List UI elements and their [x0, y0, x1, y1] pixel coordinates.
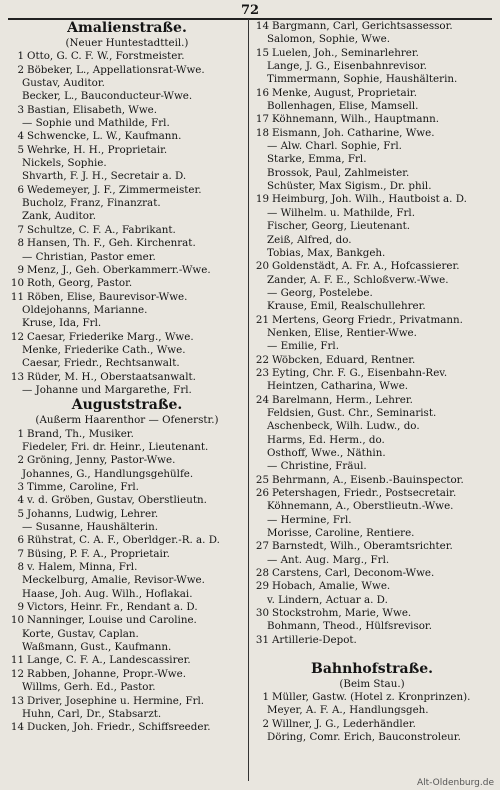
resident-line: — Hermine, Frl.	[267, 513, 352, 526]
resident-text: Schwencke, L. W., Kaufmann.	[27, 130, 182, 143]
resident-text: Artillerie-Depot.	[272, 633, 357, 646]
house-entry	[8, 454, 246, 467]
spacer-line	[253, 647, 491, 660]
house-number: 4	[17, 130, 24, 143]
resident-line: Krause, Emil, Realschullehrer.	[267, 300, 426, 313]
street-subheading: (Außerm Haarenthor — Ofenerstr.)	[35, 414, 219, 427]
house-entry	[8, 130, 246, 143]
house-entry	[253, 314, 491, 327]
resident-text: Brand, Th., Musiker.	[27, 427, 134, 440]
house-entry	[8, 224, 246, 237]
resident-line: Fiedeler, Fri. dr. Heinr., Lieutenant.	[22, 440, 209, 453]
house-number: 7	[17, 223, 24, 236]
resident-line: Bohmann, Theod., Hülfsrevisor.	[267, 620, 432, 633]
house-entry	[8, 184, 246, 197]
resident-text: Stockstrohm, Marie, Wwe.	[272, 607, 412, 620]
house-entry	[8, 548, 246, 561]
resident-text: Müller, Gastw. (Hotel z. Kronprinzen).	[272, 690, 471, 703]
resident-line: Waßmann, Gust., Kaufmann.	[22, 641, 172, 654]
house-entry	[253, 394, 491, 407]
house-number: 24	[255, 393, 269, 406]
house-number: 31	[255, 633, 269, 646]
resident-line: Osthoff, Wwe., Näthin.	[267, 447, 386, 459]
resident-text: Köhnemann, Wilh., Hauptmann.	[272, 113, 440, 126]
resident-line: Köhnemann, A., Oberstlieutn.-Wwe.	[267, 500, 454, 513]
resident-line: Lange, J. G., Eisenbahnrevisor.	[267, 60, 427, 73]
house-entry	[253, 718, 491, 731]
house-entry	[8, 481, 246, 494]
resident-line: — Ant. Aug. Marg., Frl.	[267, 553, 390, 566]
resident-text: Ducken, Joh. Friedr., Schiffsreeder.	[27, 721, 211, 734]
house-number: 3	[17, 481, 24, 493]
house-number: 9	[17, 263, 24, 276]
house-number: 10	[10, 614, 24, 627]
resident-line: — Christine, Fräul.	[267, 460, 367, 473]
resident-text: Büsing, P. F. A., Proprietair.	[27, 547, 170, 560]
resident-line: Morisse, Caroline, Rentiere.	[267, 527, 415, 540]
resident-line: — Susanne, Haushälterin.	[22, 521, 159, 534]
house-entry	[8, 50, 246, 63]
house-number: 5	[17, 507, 24, 520]
resident-text: Wedemeyer, J. F., Zimmermeister.	[27, 183, 202, 196]
resident-line: Oldejohanns, Marianne.	[22, 303, 148, 316]
house-number: 2	[262, 717, 269, 730]
resident-text: Wöbcken, Eduard, Rentner.	[272, 353, 416, 366]
resident-line: — Alw. Charl. Sophie, Frl.	[267, 140, 402, 153]
house-entry	[8, 695, 246, 708]
house-number: 15	[255, 46, 269, 59]
house-entry	[8, 264, 246, 277]
house-entry	[8, 331, 246, 344]
resident-text: Barnstedt, Wilh., Oberamtsrichter.	[272, 540, 453, 553]
house-number: 12	[10, 330, 24, 343]
house-entry	[253, 540, 491, 553]
resident-text: Carstens, Carl, Deconom-Wwe.	[272, 567, 435, 580]
resident-text: Menz, J., Geh. Oberkammerr.-Wwe.	[27, 263, 211, 276]
house-number: 10	[10, 277, 24, 290]
resident-text: Eyting, Chr. F. G., Eisenbahn-Rev.	[272, 366, 448, 379]
resident-text: v. Halem, Minna, Frl.	[27, 561, 138, 574]
house-number: 30	[255, 607, 269, 620]
house-number: 11	[10, 290, 24, 303]
resident-line: — Wilhelm. u. Mathilde, Frl.	[267, 206, 415, 219]
house-number: 26	[255, 487, 269, 500]
street-heading: Auguststraße.	[71, 397, 183, 414]
resident-text: Behrmann, A., Eisenb.-Bauinspector.	[272, 473, 464, 486]
resident-line: Zank, Auditor.	[22, 210, 97, 223]
resident-text: Lange, C. F. A., Landescassirer.	[27, 654, 191, 667]
resident-line: Starke, Emma, Frl.	[267, 153, 367, 166]
house-number: 27	[255, 540, 269, 553]
resident-line: Meckelburg, Amalie, Revisor-Wwe.	[22, 574, 205, 587]
resident-text: Victors, Heinr. Fr., Rendant a. D.	[27, 601, 198, 614]
house-number: 9	[17, 601, 24, 614]
resident-line: — Georg, Postelebe.	[267, 286, 373, 299]
house-entry	[8, 428, 246, 441]
house-entry	[8, 371, 246, 384]
resident-line: — Emilie, Frl.	[267, 340, 340, 353]
house-entry	[253, 87, 491, 100]
house-number: 14	[10, 721, 24, 734]
resident-text: Bargmann, Carl, Gerichtsassessor.	[272, 20, 453, 32]
resident-line: Nickels, Sophie.	[22, 157, 107, 170]
right-column	[253, 20, 491, 744]
street-subheading: (Beim Stau.)	[339, 677, 405, 690]
resident-line: Aschenbeck, Wilh. Ludw., do.	[267, 420, 420, 433]
house-number: 14	[255, 20, 269, 32]
house-number: 8	[17, 237, 24, 250]
house-number: 22	[255, 353, 269, 366]
house-entry	[253, 567, 491, 580]
resident-text: Hansen, Th. F., Geh. Kirchenrat.	[27, 237, 196, 250]
house-number: 13	[10, 694, 24, 707]
house-entry	[8, 721, 246, 734]
resident-line: Kruse, Ida, Frl.	[22, 317, 102, 330]
house-entry	[253, 634, 491, 647]
resident-line: Haase, Joh. Aug. Wilh., Hoflakai.	[22, 587, 193, 600]
house-number: 7	[17, 547, 24, 560]
house-entry	[8, 561, 246, 574]
house-entry	[8, 277, 246, 290]
resident-text: Timme, Caroline, Frl.	[27, 481, 139, 493]
resident-text: Bastian, Elisabeth, Wwe.	[27, 103, 158, 116]
house-number: 16	[255, 86, 269, 99]
resident-line: Caesar, Friedr., Rechtsanwalt.	[22, 357, 180, 370]
resident-text: Goldenstädt, A. Fr. A., Hofcassierer.	[272, 260, 460, 273]
house-number: 17	[255, 113, 269, 126]
house-number: 5	[17, 143, 24, 156]
house-number: 1	[262, 690, 269, 703]
house-entry	[253, 367, 491, 380]
resident-line: — Johanne und Margarethe, Frl.	[22, 383, 192, 396]
resident-text: Eismann, Joh. Catharine, Wwe.	[272, 126, 435, 139]
resident-text: Johanns, Ludwig, Lehrer.	[27, 507, 159, 520]
column-divider	[248, 19, 249, 781]
house-entry	[8, 64, 246, 77]
resident-line: Shvarth, F. J. H., Secretair a. D.	[22, 170, 187, 183]
house-entry	[8, 104, 246, 117]
resident-text: Driver, Josephine u. Hermine, Frl.	[27, 694, 205, 707]
house-entry	[253, 113, 491, 126]
house-number: 21	[255, 313, 269, 326]
resident-text: Barelmann, Herm., Lehrer.	[272, 393, 413, 406]
house-number: 19	[255, 193, 269, 206]
resident-text: Schultze, C. F. A., Fabrikant.	[27, 223, 176, 236]
resident-line: Menke, Friederike Cath., Wwe.	[22, 343, 186, 356]
house-entry	[8, 654, 246, 667]
house-number: 13	[10, 370, 24, 383]
house-entry	[253, 127, 491, 140]
resident-line: Zeiß, Alfred, do.	[267, 233, 352, 246]
house-entry	[253, 607, 491, 620]
resident-text: Nanninger, Louise und Caroline.	[27, 614, 197, 627]
resident-text: Rabben, Johanne, Propr.-Wwe.	[27, 667, 186, 680]
house-number: 12	[10, 667, 24, 680]
house-entry	[253, 260, 491, 273]
house-entry	[8, 534, 246, 547]
resident-line: Harms, Ed. Herm., do.	[267, 433, 385, 446]
house-entry	[253, 193, 491, 206]
house-entry	[253, 20, 491, 33]
house-number: 6	[17, 183, 24, 196]
resident-line: Willms, Gerh. Ed., Pastor.	[22, 681, 156, 694]
resident-line: Zander, A. F. E., Schloßverw.-Wwe.	[267, 273, 449, 286]
house-number: 28	[255, 567, 269, 580]
house-number: 3	[17, 103, 24, 116]
resident-line: — Sophie und Mathilde, Frl.	[22, 117, 170, 130]
resident-text: Rüder, M. H., Oberstaatsanwalt.	[27, 370, 196, 383]
house-entry	[253, 487, 491, 500]
house-entry	[253, 47, 491, 60]
resident-text: Röben, Elise, Baurevisor-Wwe.	[27, 290, 188, 303]
resident-text: Heimburg, Joh. Wilh., Hautboist a. D.	[272, 193, 467, 206]
resident-line: Brossok, Paul, Zahlmeister.	[267, 166, 410, 179]
house-entry	[253, 354, 491, 367]
house-number: 4	[17, 494, 24, 507]
house-number: 1	[17, 50, 24, 63]
resident-line: v. Lindern, Actuar a. D.	[267, 593, 388, 606]
street-subheading: (Neuer Huntestadtteil.)	[65, 37, 189, 49]
resident-line: Döring, Comr. Erich, Bauconstroleur.	[267, 730, 461, 743]
resident-line: Meyer, A. F. A., Handlungsgeh.	[267, 704, 429, 717]
resident-line: Feldsien, Gust. Chr., Seminarist.	[267, 406, 437, 419]
resident-line: Fischer, Georg, Lieutenant.	[267, 220, 411, 233]
street-heading: Amalienstraße.	[67, 20, 187, 36]
resident-text: v. d. Gröben, Gustav, Oberstlieutn.	[27, 494, 207, 507]
house-number: 25	[255, 473, 269, 486]
house-number: 2	[17, 63, 24, 76]
resident-line: — Christian, Pastor emer.	[22, 250, 156, 263]
house-entry	[8, 668, 246, 681]
house-number: 18	[255, 126, 269, 139]
house-entry	[8, 508, 246, 521]
resident-line: Schüster, Max Sigism., Dr. phil.	[267, 180, 432, 193]
house-number: 2	[17, 454, 24, 467]
resident-text: Otto, G. C. F. W., Forstmeister.	[27, 50, 185, 63]
house-entry	[8, 237, 246, 250]
resident-text: Gröning, Jenny, Pastor-Wwe.	[27, 454, 176, 467]
resident-text: Hobach, Amalie, Wwe.	[272, 580, 391, 593]
resident-line: Nenken, Elise, Rentier-Wwe.	[267, 326, 417, 339]
resident-text: Rühstrat, C. A. F., Oberldger.-R. a. D.	[27, 534, 220, 547]
resident-text: Caesar, Friederike Marg., Wwe.	[27, 330, 194, 343]
street-heading: Bahnhofstraße.	[310, 660, 433, 677]
resident-line: Salomon, Sophie, Wwe.	[267, 33, 390, 46]
resident-text: Luelen, Joh., Seminarlehrer.	[272, 46, 419, 59]
resident-text: Willner, J. G., Lederhändler.	[272, 717, 416, 730]
resident-line: Korte, Gustav, Caplan.	[22, 627, 139, 640]
resident-text: Böbeker, L., Appellationsrat-Wwe.	[27, 63, 205, 76]
resident-text: Wehrke, H. H., Proprietair.	[27, 143, 168, 156]
house-number: 23	[255, 366, 269, 379]
resident-line: Bucholz, Franz, Finanzrat.	[22, 197, 161, 210]
house-number: 11	[10, 654, 24, 667]
house-entry	[8, 291, 246, 304]
resident-line: Gustav, Auditor.	[22, 77, 105, 90]
resident-line: Johannes, G., Handlungsgehülfe.	[22, 467, 194, 480]
resident-line: Bollenhagen, Elise, Mamsell.	[267, 100, 419, 113]
house-number: 20	[255, 260, 269, 273]
resident-line: Timmermann, Sophie, Haushälterin.	[267, 73, 458, 86]
house-number: 1	[17, 427, 24, 440]
house-number: 8	[17, 561, 24, 574]
resident-line: Tobias, Max, Bankgeh.	[267, 246, 386, 259]
resident-text: Mertens, Georg Friedr., Privatmann.	[272, 313, 463, 326]
house-entry	[8, 494, 246, 507]
resident-line: Huhn, Carl, Dr., Stabsarzt.	[22, 707, 162, 720]
left-column	[8, 20, 246, 735]
resident-text: Roth, Georg, Pastor.	[27, 277, 133, 290]
house-entry	[253, 474, 491, 487]
house-entry	[253, 691, 491, 704]
house-number: 29	[255, 580, 269, 593]
resident-line: Heintzen, Catharina, Wwe.	[267, 380, 409, 393]
house-entry	[8, 614, 246, 627]
resident-line: Becker, L., Bauconducteur-Wwe.	[22, 90, 193, 103]
page-number: 72	[240, 3, 260, 18]
house-number: 6	[17, 534, 24, 547]
resident-text: Menke, August, Proprietair.	[272, 86, 417, 99]
house-entry	[253, 580, 491, 593]
watermark-credit: Alt-Oldenburg.de	[416, 778, 494, 788]
resident-text: Petershagen, Friedr., Postsecretair.	[272, 487, 457, 500]
house-entry	[8, 144, 246, 157]
house-entry	[8, 601, 246, 614]
